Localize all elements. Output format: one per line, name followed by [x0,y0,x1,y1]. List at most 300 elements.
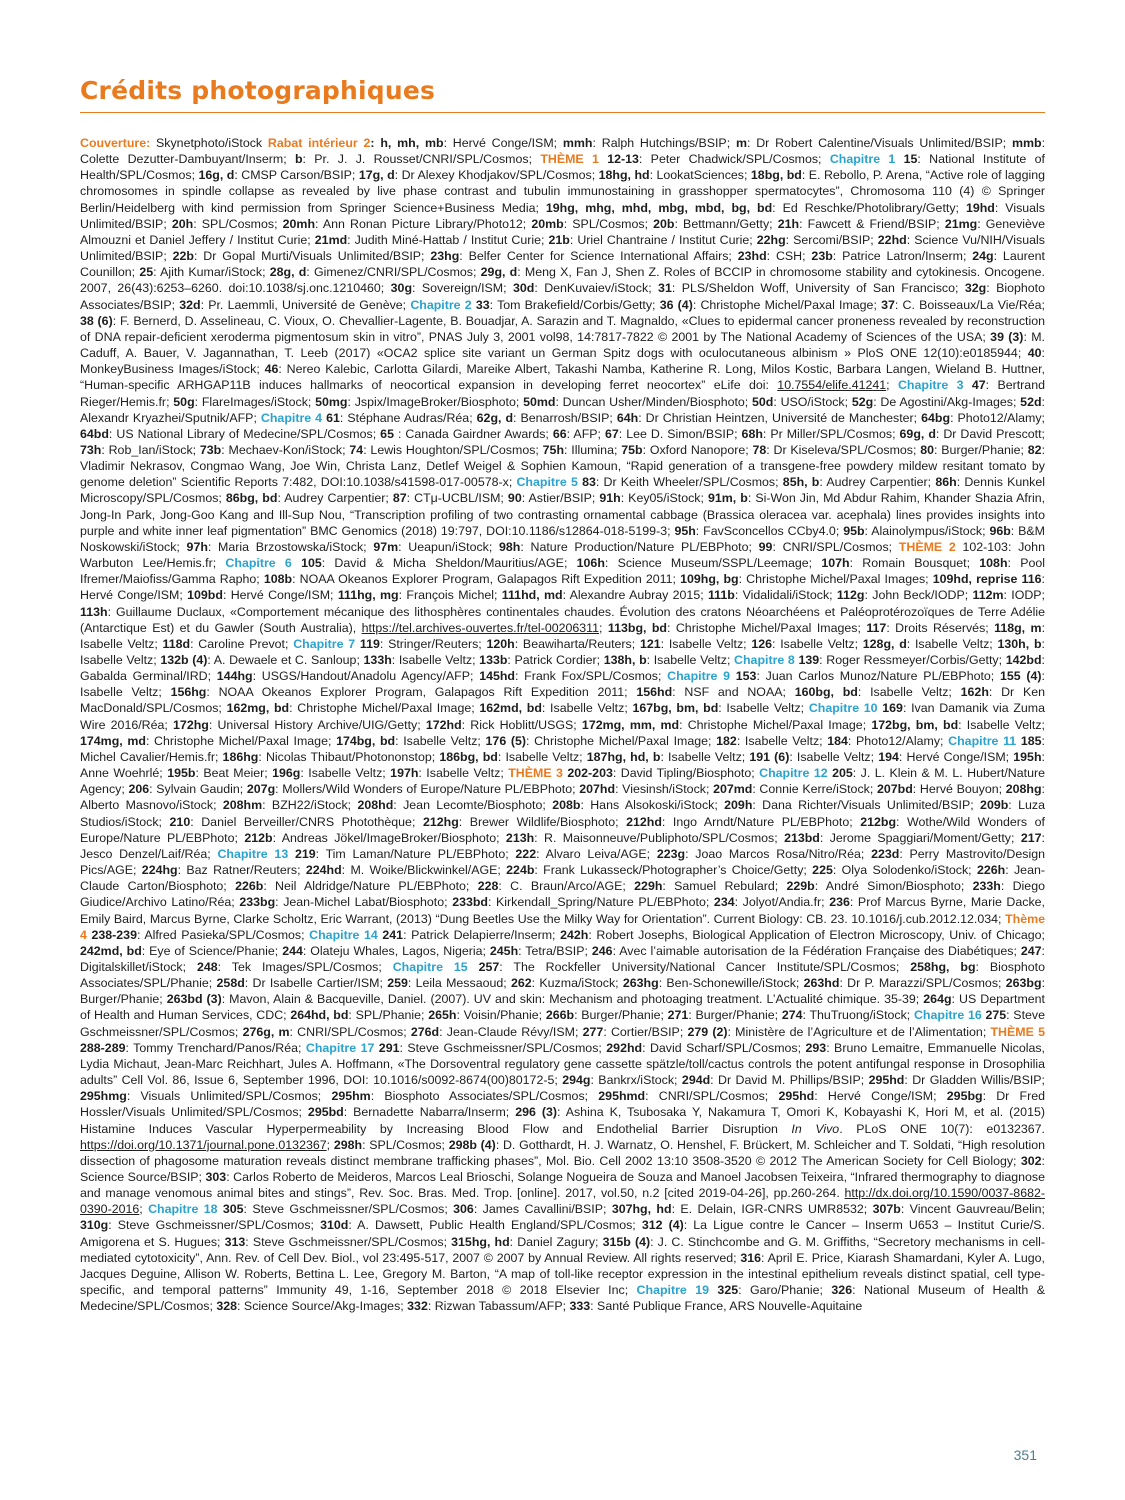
credit-text: : Burger/Phanie; [574,1008,668,1023]
credit-text: : Alexandr Kryazhei/Sputnik/AFP; [80,394,1045,425]
credit-text: : Visuals Unlimited/SPL/Cosmos; [126,1089,332,1104]
page-reference: 119 [359,636,380,651]
page-reference: 258hg, bg [910,959,976,974]
credit-text: : Stéphane Audras/Réa; [339,410,477,425]
chapter-label: Chapitre 14 [309,927,383,942]
page-reference: 160bg, bd [794,685,858,700]
page-reference: 22hd [877,232,907,247]
credit-text: : Universal History Archive/UIG/Getty; [208,717,426,732]
page-reference: 233bd [452,895,488,910]
page-reference: 257 [478,959,500,974]
page-reference: 118d [162,636,191,651]
page-reference: 265h [428,1008,457,1023]
reference-link[interactable]: 10.7554/elife.41241 [777,378,887,393]
page-reference: 22b [172,249,194,264]
credit-text: : Isabelle Veltz; [300,766,391,781]
credit-text: : Isabelle Veltz; [772,636,863,651]
page-reference: 69g, d [899,426,936,441]
reference-link[interactable]: http://dx.doi.org/10.1590/0037-8682-0390-2016 [80,1186,1045,1217]
credit-text: : R. Maisonneuve/Publiphoto/SPL/Cosmos; [534,830,785,845]
page-reference: 86h [935,475,957,490]
page-reference: 294d [681,1073,711,1088]
credit-text: : US National Library of Medecine/SPL/Cosmos; [108,426,381,441]
page-reference: 24g [972,249,994,264]
credit-text: : LookatSciences; [649,168,751,183]
credit-text: : Burger/Phanie; [80,976,1046,1007]
page-reference: 259 [387,976,408,991]
credit-text: : David Scharf/SPL/Cosmos; [642,1040,806,1055]
credit-text: : John Beck/IODP; [864,588,973,603]
credit-text: : Biosphoto Associates/SPL/Phanie; [80,959,1045,991]
credit-text: : Santé Publique France, ARS Nouvelle-Aquitaine [590,1299,863,1314]
section-label: Couverture: [80,136,157,150]
page-reference: 21mg [944,216,978,231]
page-reference: 52d [1020,394,1042,409]
page-reference: 246 [591,943,613,958]
page-reference: 217 [1020,830,1042,845]
page-reference: 23hg [430,249,460,264]
page-reference: 225 [812,863,833,878]
page-reference: 112g [836,588,865,603]
credit-text: : Isabelle Veltz; [80,636,1045,667]
credit-text: : Tim Laman/Nature PL/EBPhoto; [315,846,516,861]
credit-text: : D. Gotthardt, H. J. Warnatz, O. Henshel, F. Brückert, M. Schleicher and T. Soldati, “High resolution dissection of phagosome maturation reveals distinct membrane trafficking phases”, Mol. Bio. Cell 2002 13:10 3508-3520 © 2012 The American Society for Cell Biology; [80,1137,1046,1168]
section-label: THÈME 3 [508,766,568,781]
credit-text: : A. Dawsett, Public Health England/SPL/Cosmos; [348,1218,642,1233]
credit-text: : Alainolympus/iStock; [864,523,990,538]
credit-text: : Rick Hoblitt/USGS; [461,717,582,732]
page-reference: 234 [713,895,735,910]
page-reference: 333 [569,1299,591,1314]
credit-text: : ThuTruong/iStock; [802,1008,914,1023]
page-reference: 315b (4) [602,1234,651,1249]
credit-text: : Jean Lecomte/Biosphoto; [393,798,553,813]
page-reference: 142bd [1005,653,1042,667]
credit-text: : Nereo Kalebic, Carlotta Gilardi, Mareike Albert, Takashi Namba, Katherine R. Long, Milos Kostic, Barbara Langen, Wieland B. Huttner, “Human-specific ARHGAP11B induces hallmarks of neocortical expansion in developing ferret neocortex” eLife doi: [80,362,1045,393]
page-reference: 38 (6) [80,313,113,328]
credit-text: : Nature Production/Nature PL/EBPhoto; [520,539,759,554]
page-reference: 73b [199,442,222,457]
credit-text: : Biosphoto Associates/SPL/Cosmos; [370,1089,599,1104]
page-reference: 191 (6) [749,749,790,764]
credit-text: : Rizwan Tabassum/AFP; [427,1299,570,1314]
credit-text: : Pr. Laemmli, Université de Genève; [200,297,411,312]
credit-text: : Michel Cavalier/Hemis.fr; [80,733,1045,764]
page-reference: 36 (4) [659,297,693,312]
credit-text: : Jesco Denzel/Laif/Réa; [80,830,1045,861]
page-reference: 258d [216,976,245,991]
page-reference: 307b [872,1202,901,1217]
page-reference: 97m [373,539,399,554]
credit-text: : SPL/Cosmos; [563,216,654,231]
page-reference: 155 (4) [999,669,1042,684]
credit-text: : A. Dewaele et C. Sanloup; [207,653,364,667]
page-reference: 209h [724,798,753,813]
page-reference: 144hg [216,669,253,684]
chapter-label: Chapitre 6 [225,556,302,571]
credit-text: : David Tipling/Biosphoto; [612,766,760,781]
page-reference: 32g [964,281,987,296]
credit-text: : J. L. Klein & M. L. Hubert/Nature Agency; [80,766,1045,797]
reference-link[interactable]: https://tel.archives-ouvertes.fr/tel-00206311 [361,620,600,635]
credit-text: : Luza Studios/iStock; [80,798,1045,829]
page-reference: 156hg [170,685,207,700]
page-reference: 169 [882,701,903,716]
credit-text: : Hervé Conge/ISM; [443,136,563,150]
page-reference: 107h [821,556,850,571]
chapter-label: Chapitre 1 [829,152,904,167]
credit-text: : E. Delain, IGR-CNRS UMR8532; [671,1202,873,1217]
credit-text: : PLS/Sheldon Woff, University of San Francisco; [671,281,965,296]
page-reference: 229b [786,879,815,894]
credit-text: : Dr Ken MacDonald/SPL/Cosmos; [80,685,1045,716]
page-reference: 213h [505,830,535,845]
page-reference: 182 [716,733,737,748]
page-reference: 109hd, reprise 116 [932,572,1042,587]
page-reference: 226h [976,863,1006,878]
credit-text: : De Agostini/Akg-Images; [873,394,1021,409]
credit-text: : Maria Brzostowska/iStock; [207,539,374,554]
chapter-label: Chapitre 18 [148,1202,223,1217]
page-reference: 263hd [803,976,840,991]
page-reference: 271 [667,1008,689,1023]
credit-text: : Si-Won Jin, Md Abdur Rahim, Khander Shazia Afrin, Jong-In Park, Jong-Goo Kang and Ill-Sup Nou, “Transcription profiling of two contrasting ornamental cabbage (Brassica oleracea var. acephala) lines provides insights into purple and white inner leaf pigmentation” BMC Genomics (2018) 19:797, DOI:10.1186/s12864-018-5199-3; [80,491,1046,538]
credit-text: : Pr. J. J. Rousset/CNRI/SPL/Cosmos; [302,152,541,167]
page-reference: mmb [1011,136,1042,150]
credit-text: : Hervé Conge/ISM; [222,588,338,603]
page-reference: 328 [216,1299,238,1314]
page-reference: 264g [923,992,952,1007]
page-reference: 306 [453,1202,474,1217]
chapter-label: Chapitre 17 [305,1040,379,1055]
page-reference: 12-13 [607,152,639,167]
credit-text: : Steve Gschmeissner/SPL/Cosmos; [245,1234,452,1249]
credit-text: : Isabelle Veltz; [857,685,961,700]
credit-text: : Dr P. Marazzi/SPL/Cosmos; [839,976,1006,991]
page-reference: 133b [479,653,508,667]
credit-text: : Science Source/Akg-Images; [237,1299,408,1314]
section-label: THÈME 2 [898,539,963,554]
credit-text: : BZH22/iStock; [262,798,358,813]
credit-text: : CTμ-UCBL/ISM; [406,491,508,506]
credit-text: : Bettmann/Getty; [674,216,778,231]
credit-text: : Romain Bousquet; [849,556,980,571]
credit-text: : Jspix/ImageBroker/Biosphoto; [347,394,524,409]
credit-text: : Gabalda Germinal/IRD; [80,653,1045,684]
page-reference: 176 (5) [485,733,527,748]
credit-text: : C. Boisseaux/La Vie/Réa; [894,297,1045,312]
page-reference: 307hg, hd [611,1202,672,1217]
credit-text: : Christophe Michel/Paxal Image; [526,733,717,748]
credit-text: : Garo/Phanie; [738,1283,832,1298]
page-reference: 212bg [860,814,897,829]
credit-text: : Dana Richter/Visuals Unlimited/BSIP; [752,798,981,813]
credit-text: : Audrey Carpentier; [819,475,936,490]
chapter-label: Chapitre 2 [410,297,476,312]
credit-text: : NSF and NOAA; [672,685,795,700]
chapter-label: Chapitre 11 [948,733,1021,748]
credit-text: : Christophe Michel/Paxal Images; [667,620,867,635]
page-reference: 52g [851,394,874,409]
page-reference: 263hg [622,976,659,991]
credit-text: : AFP; [566,426,605,441]
credit-text: : Hervé Bouyon; [912,782,1006,797]
page-reference: 113h [80,604,108,619]
credit-text: : Hans Alsokoski/iStock; [580,798,725,813]
credit-text: : Neil Aldridge/Nature PL/EBPhoto; [263,879,478,894]
credit-text: : Dr Isabelle Cartier/ISM; [244,976,388,991]
page-reference: 108b [263,572,293,587]
credit-text: : Rob_Ian/iStock; [101,442,200,457]
credit-text: : Daniel Berveiller/CNRS Photothèque; [190,814,423,829]
credit-text: : Hervé Conge/ISM; [814,1089,947,1104]
page-reference: 208hg [1005,782,1042,797]
credit-text: : M. Woike/Blickwinkel/AGE; [341,863,507,878]
page-number: 351 [1013,1447,1037,1463]
credit-text: : Patrice Latron/Inserm; [832,249,973,264]
section-label: THÈME 1 [540,152,608,167]
credit-text: : Isabelle Veltz; [789,749,879,764]
page-reference: 298h [333,1137,363,1152]
credit-text: : Anne Woehrlé; [80,749,1045,781]
page-reference: 21md [314,232,348,247]
page-reference: 224b [506,863,535,878]
credit-text: : Tek Images/SPL/Cosmos; [217,959,393,974]
page-reference: 66 [552,426,567,441]
page-reference: 99 [758,539,773,554]
credit-text: : Dr Alexey Khodjakov/SPL/Cosmos; [394,168,599,183]
page-reference: 21h [777,216,800,231]
page-reference: 75h [542,442,565,457]
credit-text: : Bernadette Nabarra/Inserm; [343,1105,516,1120]
credit-text: : Oxford Nanopore; [642,442,753,457]
page-reference: 298b (4) [448,1137,496,1152]
credit-text: : Andreas Jökel/ImageBroker/Biosphoto; [272,830,506,845]
page-reference: 145hd [479,669,515,684]
credit-text: : Canada Gairdner Awards; [397,426,553,441]
page-reference: 62g, d [476,410,514,425]
page-reference: 207md [713,782,753,797]
credit-text: : Laurent Counillon; [80,249,1045,280]
credit-text: : Baz Ratner/Reuters; [177,863,306,878]
page-reference: 294g [562,1073,591,1088]
credit-text: : IODP; [1003,588,1045,603]
page-reference: 126 [751,636,773,651]
credit-text: : Isabelle Veltz; [497,749,587,764]
credit-text: : Alvaro Leiva/AGE; [536,846,657,861]
chapter-label: Chapitre 13 [217,846,295,861]
page-reference: 212b [244,830,273,845]
credit-text: : Uriel Chantraine / Institut Curie; [569,232,757,247]
page-reference: 31 [658,281,672,296]
page-reference: 263bd (3) [166,992,222,1007]
page-reference: 17g, d [358,168,395,183]
credit-text: : Mechaev-Kon/iStock; [221,442,350,457]
credit-text: ; [886,378,898,393]
credit-text: : Audrey Carpentier; [277,491,393,506]
page-reference: 223d [871,846,900,861]
credit-text: : Colette Dezutter-Dambuyant/Inserm; [80,136,1046,167]
credit-text: : FlareImages/iStock; [194,394,316,409]
page-reference: 310d [320,1218,349,1233]
page-reference: 172hd [425,717,462,732]
credit-text: : Juan Carlos Munoz/Nature PL/EBPhoto; [756,669,1000,684]
page-reference: 326 [831,1283,853,1298]
credit-text: : Isabelle Veltz; [660,636,752,651]
credit-text: : Cortier/BSIP; [603,1024,688,1039]
page-reference: 295hmg [80,1089,127,1104]
credit-text: : National Institute of Health/SPL/Cosmos; [80,152,1045,183]
page-reference: 22hg [756,232,786,247]
credit-text: : Ueapun/iStock; [398,539,500,554]
page-reference: 263bg [1005,976,1042,991]
credit-text: : Fawcett & Friend/BSIP; [799,216,945,231]
credit-text: : Pr Miller/SPL/Cosmos; [762,426,900,441]
page-reference: 30g [390,281,413,296]
credit-text: : April E. Price, Kiarash Shamardani, Kyler A. Lugo, Jacques Deguine, Allison W. Roberts, Bettina L. Lee, Gregory M. Barton, “A map of toll-like receptor expression in the intestinal epithelium reveals distinct spatial, cell type-specific, and temporal patterns” Immunity 49, 1-16, September 2018 © 2018 Elsevier Inc; [80,1250,1045,1298]
page-reference: 78 [752,442,767,457]
credit-text: : Bruno Lemaitre, Emmanuelle Nicolas, Lydia Michaut, Jean-Marc Reichhart, Jules A. Hoffmann, «The Dorsoventral regulatory gene cassette spätzle/toll/cactus controls the potent antifungal response in Drosophilia adults” Cell Vol. 86, Issue 6, September 1996, DOI: 10.1016/s0092-8674(00)80172-5; [80,1040,1045,1088]
credit-text: : Christophe Michel/Paxal Image; [692,297,882,312]
page-reference: 97h [186,539,208,554]
reference-link[interactable]: https://doi.org/10.1371/journal.pone.0132367 [80,1137,327,1152]
credit-text: : Bertrand Rieger/Hemis.fr; [80,378,1045,409]
page-reference: 50d [752,394,774,409]
credit-text: : Kirkendall_Spring/Nature PL/EBPhoto; [488,895,714,910]
credit-text: ; [139,1202,149,1217]
credit-text: : SPL/Cosmos; [193,216,283,231]
credit-text: : Dr Gladden Willis/BSIP; [904,1073,1045,1088]
page-reference: 167bg, bm, bd [632,701,719,716]
page-reference: 118g, m [994,620,1042,635]
page-reference: 295bg [946,1089,983,1104]
section-label: Rabat intérieur 2 [267,136,371,150]
credit-text: : Pool Ifremer/Maiofiss/Gamma Rapho; [80,556,1045,587]
credit-text: : Duncan Usher/Minden/Biosphoto; [555,394,753,409]
chapter-label: Chapitre 9 [667,669,736,684]
page-reference: 75b [621,442,643,457]
page-reference: 156hd [636,685,673,700]
page-reference: 23b [811,249,833,264]
page-reference: 19hg, mhg, mhd, mbg, mbd, bg, bd [545,200,773,215]
page-reference: 50md [523,394,556,409]
page-reference: 277 [582,1024,604,1039]
credit-text: : B&M Noskowski/iStock; [80,523,1045,554]
credit-text: : Avec l’aimable autorisation de la Fédération Française des Diabétiques; [612,943,1021,958]
page-reference: 30d [512,281,535,296]
page-reference: 139 [798,653,820,667]
page-reference: 210 [169,814,191,829]
page-reference: 241 [382,927,404,942]
credit-text: : Ministère de l’Agriculture et de l’Alimentation; [727,1024,991,1039]
chapter-label: Chapitre 10 [808,701,883,716]
credit-text: : Ann Ronan Picture Library/Photo12; [315,216,532,231]
page-reference: 91h [599,491,621,506]
page-reference: 113bg, bd [607,620,668,635]
page-reference: 226b [235,879,264,894]
page-reference: 325 [717,1283,739,1298]
credit-text: : Christophe Michel/Paxal Image; [289,701,480,716]
page-reference: 242md, bd [80,943,142,958]
credit-text: : Brewer Wildlife/Biosphoto; [458,814,627,829]
credit-text: : Isabelle Veltz; [391,653,480,667]
page-reference: 19hd [965,200,995,215]
page-reference: 172hg [173,717,209,732]
page-reference: 86bg, bd [225,491,278,506]
page-reference: 133h [363,653,392,667]
credit-text: : Vincent Gauvreau/Belin; [900,1202,1045,1217]
page-reference: 162md, bd [479,701,542,716]
page-reference: 33 [475,297,490,312]
credit-text: : Digitalskillet/iStock; [80,943,1045,974]
credit-text: : Steve Gschmeissner/SPL/Cosmos; [108,1218,321,1233]
page-reference: 310g [80,1218,109,1233]
credit-text: : Hervé Conge/ISM; [80,572,1045,603]
credit-text: : Judith Miné-Hattab / Institut Curie; [347,232,549,247]
page-reference: 172bg, bm, bd [871,717,959,732]
page-reference: 316 [740,1250,762,1265]
page-reference: 185 [1020,733,1042,748]
page-reference: 153 [735,669,757,684]
credit-text: : James Cavallini/BSIP; [473,1202,612,1217]
page-reference: 236 [829,895,850,910]
credit-text: : Steve Gschmeissner/SPL/Cosmos; [399,1040,607,1055]
page-reference: 50g [173,394,195,409]
page-reference: 98h [499,539,521,554]
credit-text: : Burger/Phanie; [934,442,1028,457]
credit-text: : Christophe Michel/Paxal Image; [679,717,872,732]
chapter-label: Chapitre 12 [759,766,833,781]
page-reference: 295hm [331,1089,371,1104]
credit-text: : Isabelle Veltz; [906,636,998,651]
page-reference: 87 [392,491,407,506]
credit-text: : Mavon, Alain & Bacqueville, Daniel. (2007). UV and skin: Mechanism and photoaging treatment. L’Actualité chimique. 35-39; [221,992,924,1007]
page-reference: 209b [980,798,1009,813]
credit-text: : Vladimir Nekrasov, Congmao Wang, Joe Win, Christa Lanz, Detlef Weigel & Sophien Kamoun, “Rapid generation of a transgene-free powdery mildew resitant tomato by genome deletion” Scientific Reports 7:482, DOI:10.1038/s41598-017-00578-x; [80,442,1046,490]
credit-text: : Christophe Michel/Paxal Image; [145,733,337,748]
credit-text: : CNRI/SPL/Cosmos; [645,1089,779,1104]
page-reference: 206 [128,782,150,797]
credit-text: : André Simon/Biosphoto; [814,879,973,894]
credit-text: : Alexandre Aubray 2015; [562,588,708,603]
credit-text: : Sercomi/BSIP; [785,232,878,247]
page-reference: 274 [781,1008,803,1023]
credit-text: : Leila Messaoud; [407,976,511,991]
credit-text: : Carlos Roberto de Meideros, Marcos Leal Brioschi, Solange Nogueira de Souza and Manoel Jacobsen Teixeira, “Infrared thermography to diagnose and manage venomous animal bites and stings”, Rev. Soc. Bras. Med. Trop. [online]. 2017, vol.50, n.2 [cited 2019-04-26], pp.260-264. [80,1170,1045,1201]
page-reference: 32d [179,297,201,312]
credit-text: : CNRI/SPL/Cosmos; [289,1024,411,1039]
credit-text: : Isabelle Veltz; [395,733,486,748]
credit-text: : Jolyot/Andia.fr; [734,895,830,910]
page-reference: 68h [741,426,763,441]
page-reference: 121 [639,636,661,651]
credit-text: : Dr Robert Calentine/Visuals Unlimited/BSIP; [746,136,1012,150]
credit-text: : FavSconcellos CCby4.0; [695,523,844,538]
page-reference: 194 [878,749,899,764]
credit-text: : Key05/iStock; [620,491,708,506]
page-reference: 47 [971,378,986,393]
page-reference: 224hd [305,863,342,878]
page-reference: 20h [171,216,194,231]
credit-text: : Jean-Claude Révy/ISM; [439,1024,583,1039]
page-reference: 205 [832,766,853,781]
page-reference: 303 [205,1170,227,1184]
page-reference: 212hd [626,814,662,829]
page-reference: 50mg [315,394,348,409]
page-reference: 64bd [80,426,109,441]
credit-text: : Isabelle Veltz; [80,669,1045,700]
page-reference: 195h [1013,749,1042,764]
